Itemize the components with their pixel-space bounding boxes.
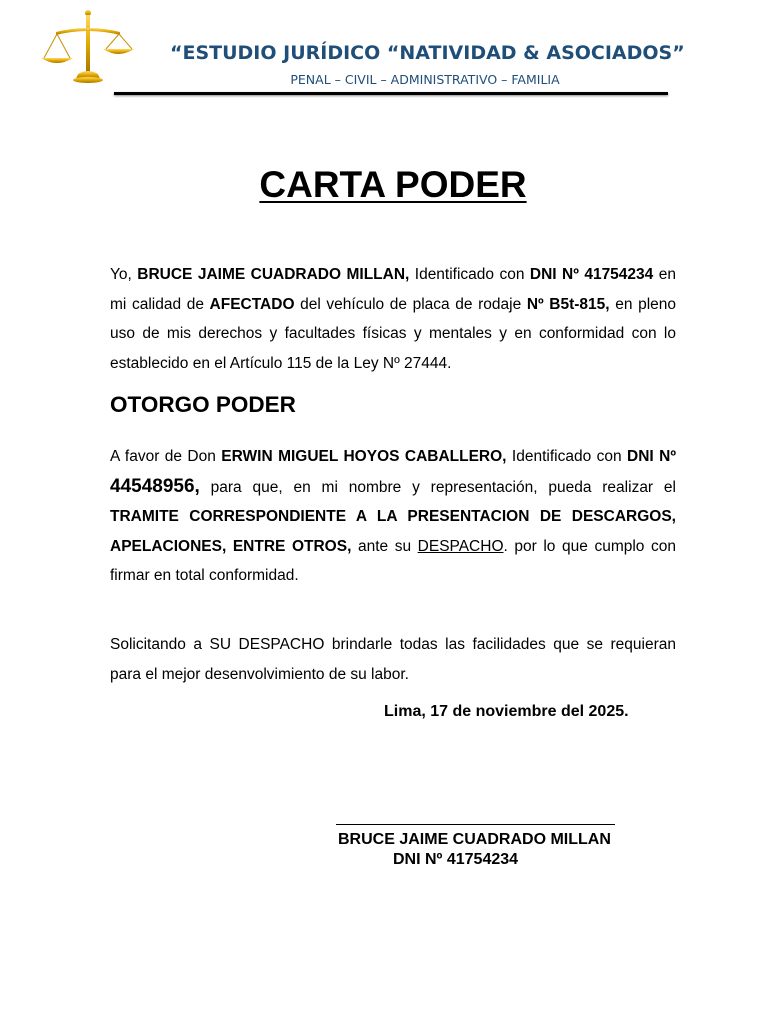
section-heading: OTORGO PODER [110,392,296,417]
signatory-dni: DNI Nº 41754234 [393,851,519,868]
vehicle-plate: Nº B5t-815, [526,295,610,313]
grantee-dni-number: 44548956, [110,475,200,497]
signature-line [336,824,615,825]
grantor-role: AFECTADO [209,295,295,313]
grantee-dni-label: DNI Nº [627,448,676,465]
intro-text: en pleno uso de mis derechos y facultades físicas y mentales y en conformidad con lo establecido en el Artículo 115 de la Ley Nº 27444. [110,295,676,372]
favor-text: ante su [351,537,418,555]
grantor-dni: DNI Nº 41754234 [529,266,654,283]
intro-text: Identificado con [409,266,530,283]
favor-paragraph [110,442,676,591]
scales-of-justice-icon [38,8,134,84]
intro-text: del vehículo de placa de rodaje [294,295,527,313]
firm-name: “ESTUDIO JURÍDICO “NATIVIDAD & ASOCIADOS” [170,42,685,64]
intro-text: en mi calidad de [110,266,676,313]
favor-text: . por lo que cumplo con firmar en total conformidad. [110,537,676,584]
intro-text: Yo, [110,266,138,283]
date-line: Lima, 17 de noviembre del 2025. [384,703,629,720]
favor-text: Identificado con [506,448,628,465]
power-purpose: TRAMITE CORRESPONDIENTE A LA PRESENTACION DE DESCARGOS, APELACIONES, ENTRE OTROS, [110,508,676,555]
signatory-name: BRUCE JAIME CUADRADO MILLAN [338,831,611,848]
header-divider [114,92,668,95]
grantee-name: ERWIN MIGUEL HOYOS CABALLERO, [221,448,507,465]
grantor-name: BRUCE JAIME CUADRADO MILLAN, [137,266,410,283]
favor-text: A favor de Don [110,448,222,465]
intro-paragraph [110,260,676,378]
favor-text: para que, en mi nombre y representación, pueda realizar el [199,478,676,496]
office-name: DESPACHO [417,537,504,555]
firm-specialties: PENAL – CIVIL – ADMINISTRATIVO – FAMILIA [290,72,560,87]
request-paragraph: Solicitando a SU DESPACHO brindarle todas las facilidades que se requieran para el mejor desenvolvimiento de su labor. [110,636,676,683]
document-title: CARTA PODER [259,164,527,205]
